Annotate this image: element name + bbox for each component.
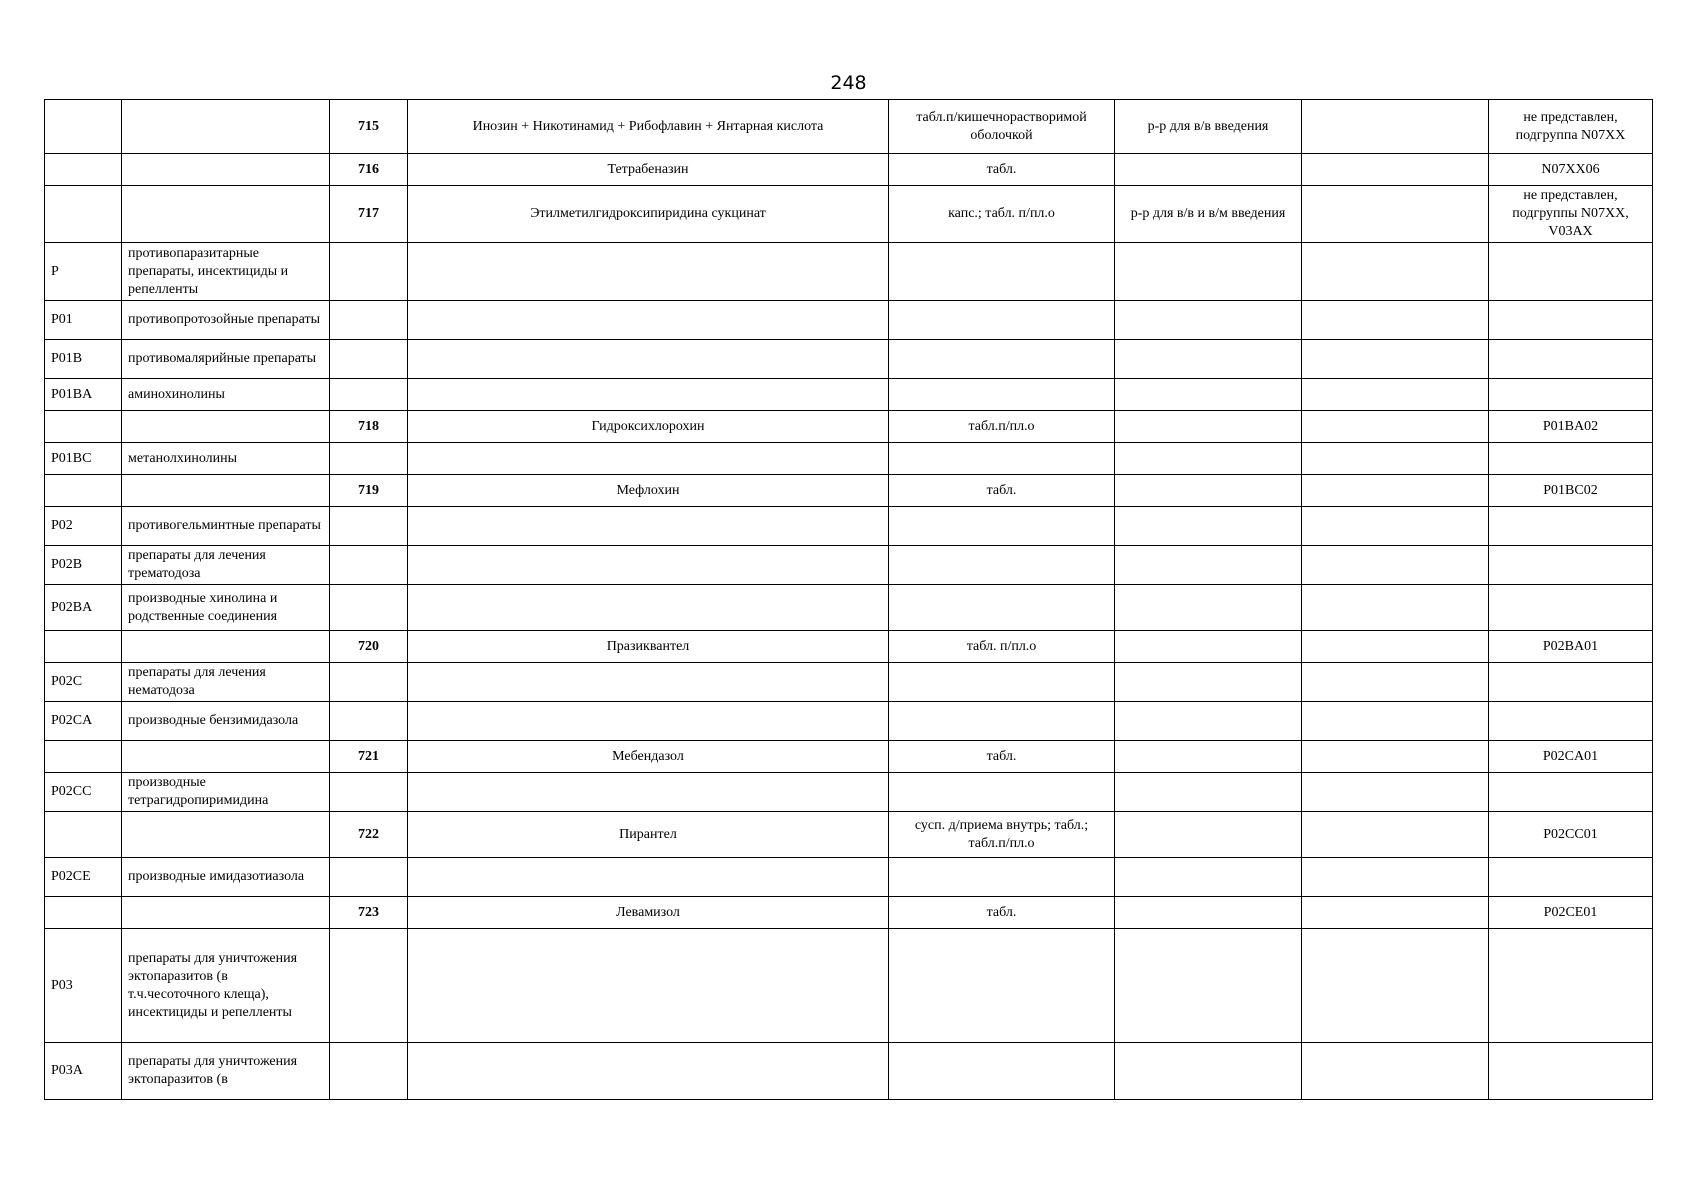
- row-number-cell: [330, 702, 408, 741]
- row-extra-cell: [1302, 585, 1489, 631]
- row-name-cell: [122, 897, 330, 929]
- row-form-cell: [889, 243, 1115, 301]
- row-inn-cell: [408, 340, 889, 379]
- row-inn-cell: Мефлохин: [408, 475, 889, 507]
- row-form2-cell: [1115, 379, 1302, 411]
- row-code-cell: [45, 154, 122, 186]
- row-atc-cell: P01BA02: [1489, 411, 1653, 443]
- row-name-cell: препараты для уничтожения эктопаразитов (в т.ч.чесоточного клеща), инсектициды и репелленты: [122, 929, 330, 1043]
- row-name-cell: [122, 631, 330, 663]
- row-extra-cell: [1302, 858, 1489, 897]
- row-form-cell: [889, 663, 1115, 702]
- row-form2-cell: [1115, 301, 1302, 340]
- row-atc-cell: P02CC01: [1489, 812, 1653, 858]
- row-name-cell: препараты для уничтожения эктопаразитов (в: [122, 1043, 330, 1100]
- row-atc-cell: [1489, 1043, 1653, 1100]
- row-form2-cell: [1115, 507, 1302, 546]
- row-number-cell: [330, 929, 408, 1043]
- row-name-cell: производные хинолина и родственные соединения: [122, 585, 330, 631]
- row-inn-cell: [408, 243, 889, 301]
- table-row: [45, 546, 1653, 585]
- row-form-cell: [889, 301, 1115, 340]
- row-inn-cell: [408, 443, 889, 475]
- row-code-cell: [45, 812, 122, 858]
- row-name-cell: противопротозойные препараты: [122, 301, 330, 340]
- row-number-cell: [330, 1043, 408, 1100]
- row-form-cell: [889, 546, 1115, 585]
- row-form2-cell: [1115, 585, 1302, 631]
- row-form-cell: [889, 929, 1115, 1043]
- row-form-cell: табл.: [889, 475, 1115, 507]
- row-number-cell: 718: [330, 411, 408, 443]
- row-atc-cell: [1489, 663, 1653, 702]
- row-form-cell: табл.: [889, 741, 1115, 773]
- row-extra-cell: [1302, 443, 1489, 475]
- row-inn-cell: Гидроксихлорохин: [408, 411, 889, 443]
- row-form-cell: [889, 858, 1115, 897]
- row-extra-cell: [1302, 773, 1489, 812]
- row-name-cell: [122, 741, 330, 773]
- row-atc-cell: [1489, 929, 1653, 1043]
- row-inn-cell: Левамизол: [408, 897, 889, 929]
- row-atc-cell: [1489, 546, 1653, 585]
- row-code-cell: P02BA: [45, 585, 122, 631]
- page-number: 248: [830, 72, 867, 94]
- row-code-cell: P03A: [45, 1043, 122, 1100]
- row-code-cell: P01: [45, 301, 122, 340]
- row-code-cell: P03: [45, 929, 122, 1043]
- row-form2-cell: [1115, 546, 1302, 585]
- row-atc-cell: [1489, 585, 1653, 631]
- row-form-cell: [889, 585, 1115, 631]
- row-code-cell: [45, 100, 122, 154]
- row-atc-cell: [1489, 443, 1653, 475]
- table-row: [45, 741, 1653, 773]
- row-atc-cell: [1489, 702, 1653, 741]
- row-atc-cell: [1489, 301, 1653, 340]
- row-extra-cell: [1302, 702, 1489, 741]
- row-extra-cell: [1302, 100, 1489, 154]
- row-code-cell: P02CE: [45, 858, 122, 897]
- row-code-cell: P02CC: [45, 773, 122, 812]
- row-form-cell: [889, 773, 1115, 812]
- row-inn-cell: [408, 546, 889, 585]
- row-number-cell: 720: [330, 631, 408, 663]
- row-inn-cell: Пирантел: [408, 812, 889, 858]
- row-form2-cell: [1115, 1043, 1302, 1100]
- row-form-cell: капс.; табл. п/пл.о: [889, 186, 1115, 243]
- row-number-cell: [330, 858, 408, 897]
- table-row: [45, 897, 1653, 929]
- row-number-cell: 719: [330, 475, 408, 507]
- row-extra-cell: [1302, 897, 1489, 929]
- table-row: [45, 663, 1653, 702]
- drug-table: [44, 99, 1653, 1100]
- row-atc-cell: не представлен, подгруппа N07XX: [1489, 100, 1653, 154]
- row-extra-cell: [1302, 243, 1489, 301]
- row-extra-cell: [1302, 340, 1489, 379]
- row-extra-cell: [1302, 411, 1489, 443]
- row-form2-cell: [1115, 929, 1302, 1043]
- table-row: [45, 411, 1653, 443]
- row-atc-cell: [1489, 243, 1653, 301]
- row-extra-cell: [1302, 186, 1489, 243]
- row-form-cell: табл.п/кишечнорастворимой оболочкой: [889, 100, 1115, 154]
- row-number-cell: [330, 301, 408, 340]
- row-name-cell: [122, 411, 330, 443]
- table-row: [45, 340, 1653, 379]
- row-number-cell: [330, 546, 408, 585]
- row-code-cell: [45, 411, 122, 443]
- row-code-cell: [45, 897, 122, 929]
- row-name-cell: противопаразитарные препараты, инсектициды и репелленты: [122, 243, 330, 301]
- row-inn-cell: Этилметилгидроксипиридина сукцинат: [408, 186, 889, 243]
- row-form2-cell: р-р для в/в введения: [1115, 100, 1302, 154]
- row-number-cell: 715: [330, 100, 408, 154]
- row-extra-cell: [1302, 475, 1489, 507]
- row-form2-cell: [1115, 475, 1302, 507]
- row-form2-cell: [1115, 702, 1302, 741]
- row-extra-cell: [1302, 663, 1489, 702]
- row-inn-cell: [408, 379, 889, 411]
- row-name-cell: производные имидазотиазола: [122, 858, 330, 897]
- row-number-cell: [330, 773, 408, 812]
- row-code-cell: P01B: [45, 340, 122, 379]
- row-inn-cell: [408, 1043, 889, 1100]
- table-row: [45, 929, 1653, 1043]
- row-number-cell: [330, 379, 408, 411]
- row-extra-cell: [1302, 741, 1489, 773]
- row-form-cell: [889, 702, 1115, 741]
- row-form2-cell: [1115, 340, 1302, 379]
- row-number-cell: [330, 340, 408, 379]
- row-form-cell: табл.: [889, 897, 1115, 929]
- row-name-cell: метанолхинолины: [122, 443, 330, 475]
- row-number-cell: 722: [330, 812, 408, 858]
- row-form-cell: [889, 443, 1115, 475]
- row-number-cell: [330, 585, 408, 631]
- row-number-cell: [330, 243, 408, 301]
- row-number-cell: 723: [330, 897, 408, 929]
- row-number-cell: [330, 507, 408, 546]
- row-number-cell: 716: [330, 154, 408, 186]
- row-number-cell: [330, 443, 408, 475]
- row-name-cell: препараты для лечения нематодоза: [122, 663, 330, 702]
- row-form2-cell: [1115, 741, 1302, 773]
- row-name-cell: производные тетрагидропиримидина: [122, 773, 330, 812]
- row-code-cell: P02: [45, 507, 122, 546]
- row-inn-cell: [408, 301, 889, 340]
- row-inn-cell: [408, 929, 889, 1043]
- row-code-cell: P01BA: [45, 379, 122, 411]
- row-inn-cell: [408, 507, 889, 546]
- row-name-cell: [122, 154, 330, 186]
- row-extra-cell: [1302, 301, 1489, 340]
- row-form2-cell: [1115, 154, 1302, 186]
- row-extra-cell: [1302, 631, 1489, 663]
- row-name-cell: [122, 812, 330, 858]
- row-name-cell: аминохинолины: [122, 379, 330, 411]
- row-atc-cell: P01BC02: [1489, 475, 1653, 507]
- row-extra-cell: [1302, 546, 1489, 585]
- row-form2-cell: р-р для в/в и в/м введения: [1115, 186, 1302, 243]
- row-atc-cell: [1489, 340, 1653, 379]
- row-code-cell: P: [45, 243, 122, 301]
- row-form2-cell: [1115, 897, 1302, 929]
- row-atc-cell: P02CA01: [1489, 741, 1653, 773]
- table-row: [45, 443, 1653, 475]
- row-code-cell: [45, 475, 122, 507]
- row-atc-cell: N07XX06: [1489, 154, 1653, 186]
- row-name-cell: противомалярийные препараты: [122, 340, 330, 379]
- row-name-cell: препараты для лечения трематодоза: [122, 546, 330, 585]
- row-inn-cell: Мебендазол: [408, 741, 889, 773]
- row-code-cell: P02CA: [45, 702, 122, 741]
- table-row: [45, 858, 1653, 897]
- row-inn-cell: [408, 773, 889, 812]
- row-atc-cell: [1489, 507, 1653, 546]
- row-form2-cell: [1115, 858, 1302, 897]
- row-name-cell: противогельминтные препараты: [122, 507, 330, 546]
- row-extra-cell: [1302, 812, 1489, 858]
- row-name-cell: [122, 186, 330, 243]
- row-form-cell: [889, 340, 1115, 379]
- row-name-cell: производные бензимидазола: [122, 702, 330, 741]
- table-row: [45, 585, 1653, 631]
- row-extra-cell: [1302, 379, 1489, 411]
- row-form-cell: табл.п/пл.о: [889, 411, 1115, 443]
- row-inn-cell: [408, 663, 889, 702]
- row-extra-cell: [1302, 507, 1489, 546]
- table-row: [45, 631, 1653, 663]
- row-inn-cell: [408, 858, 889, 897]
- row-form2-cell: [1115, 243, 1302, 301]
- table-row: [45, 475, 1653, 507]
- table-row: [45, 379, 1653, 411]
- row-atc-cell: P02CE01: [1489, 897, 1653, 929]
- table-row: [45, 702, 1653, 741]
- row-form-cell: табл. п/пл.о: [889, 631, 1115, 663]
- row-form2-cell: [1115, 411, 1302, 443]
- row-inn-cell: Тетрабеназин: [408, 154, 889, 186]
- row-number-cell: 717: [330, 186, 408, 243]
- row-number-cell: [330, 663, 408, 702]
- table-row: [45, 100, 1653, 154]
- row-form2-cell: [1115, 812, 1302, 858]
- row-code-cell: [45, 741, 122, 773]
- row-form2-cell: [1115, 443, 1302, 475]
- row-inn-cell: Инозин + Никотинамид + Рибофлавин + Янтарная кислота: [408, 100, 889, 154]
- row-extra-cell: [1302, 154, 1489, 186]
- row-form-cell: [889, 1043, 1115, 1100]
- row-name-cell: [122, 475, 330, 507]
- row-code-cell: P02C: [45, 663, 122, 702]
- table-row: [45, 507, 1653, 546]
- row-atc-cell: [1489, 858, 1653, 897]
- table-row: [45, 812, 1653, 858]
- table-row: [45, 154, 1653, 186]
- row-form-cell: [889, 507, 1115, 546]
- row-code-cell: [45, 186, 122, 243]
- row-name-cell: [122, 100, 330, 154]
- row-form2-cell: [1115, 773, 1302, 812]
- row-form-cell: [889, 379, 1115, 411]
- row-atc-cell: P02BA01: [1489, 631, 1653, 663]
- row-atc-cell: [1489, 379, 1653, 411]
- row-form-cell: табл.: [889, 154, 1115, 186]
- row-inn-cell: Празиквантел: [408, 631, 889, 663]
- table-row: [45, 773, 1653, 812]
- row-form2-cell: [1115, 663, 1302, 702]
- table-row: [45, 301, 1653, 340]
- row-code-cell: P01BC: [45, 443, 122, 475]
- table-row: [45, 243, 1653, 301]
- row-atc-cell: [1489, 773, 1653, 812]
- table-row: [45, 1043, 1653, 1100]
- row-form-cell: сусп. д/приема внутрь; табл.; табл.п/пл.о: [889, 812, 1115, 858]
- row-extra-cell: [1302, 1043, 1489, 1100]
- row-code-cell: [45, 631, 122, 663]
- row-form2-cell: [1115, 631, 1302, 663]
- row-extra-cell: [1302, 929, 1489, 1043]
- table-body: [45, 100, 1653, 1100]
- row-inn-cell: [408, 702, 889, 741]
- row-atc-cell: не представлен, подгруппы N07XX, V03AX: [1489, 186, 1653, 243]
- row-inn-cell: [408, 585, 889, 631]
- row-number-cell: 721: [330, 741, 408, 773]
- row-code-cell: P02B: [45, 546, 122, 585]
- table-row: [45, 186, 1653, 243]
